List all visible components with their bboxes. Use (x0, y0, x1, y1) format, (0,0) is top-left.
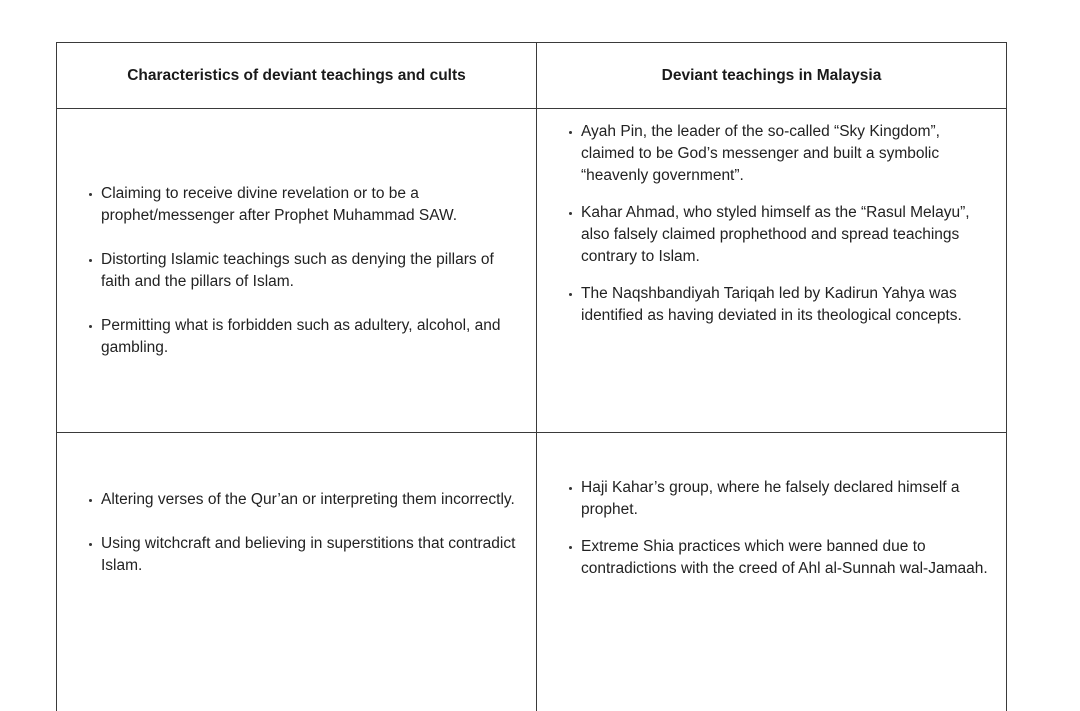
list-item: Extreme Shia practices which were banned due to contradictions with the creed of Ahl al-Sunnah wal-Jamaah. (581, 536, 988, 580)
list-item: Kahar Ahmad, who styled himself as the “Rasul Melayu”, also falsely claimed prophethood and spread teachings contrary to Islam. (581, 202, 988, 268)
header-deviant-teachings-malaysia: Deviant teachings in Malaysia (537, 43, 1007, 109)
list-item: Permitting what is forbidden such as adultery, alcohol, and gambling. (101, 315, 516, 359)
examples-cell (537, 433, 1007, 711)
list-item: Claiming to receive divine revelation or to be a prophet/messenger after Prophet Muhammad SAW. (101, 183, 516, 227)
table-row (57, 433, 1007, 711)
list-item: The Naqshbandiyah Tariqah led by Kadirun Yahya was identified as having deviated in its theological concepts. (581, 283, 988, 327)
list-item: Distorting Islamic teachings such as denying the pillars of faith and the pillars of Islam. (101, 249, 516, 293)
table-row (57, 109, 1007, 433)
bullet-list (101, 183, 516, 359)
list-item: Using witchcraft and believing in superstitions that contradict Islam. (101, 533, 516, 577)
examples-cell (537, 109, 1007, 433)
header-characteristics: Characteristics of deviant teachings and cults (57, 43, 537, 109)
comparison-table (56, 42, 1007, 711)
header-row (57, 43, 1007, 109)
characteristics-cell (57, 433, 537, 711)
list-item: Ayah Pin, the leader of the so-called “Sky Kingdom”, claimed to be God’s messenger and built a symbolic “heavenly government”. (581, 121, 988, 187)
characteristics-cell (57, 109, 537, 433)
bullet-list (581, 477, 988, 580)
list-item: Haji Kahar’s group, where he falsely declared himself a prophet. (581, 477, 988, 521)
bullet-list (101, 489, 516, 577)
list-item: Altering verses of the Qur’an or interpreting them incorrectly. (101, 489, 516, 511)
bullet-list (581, 121, 988, 327)
